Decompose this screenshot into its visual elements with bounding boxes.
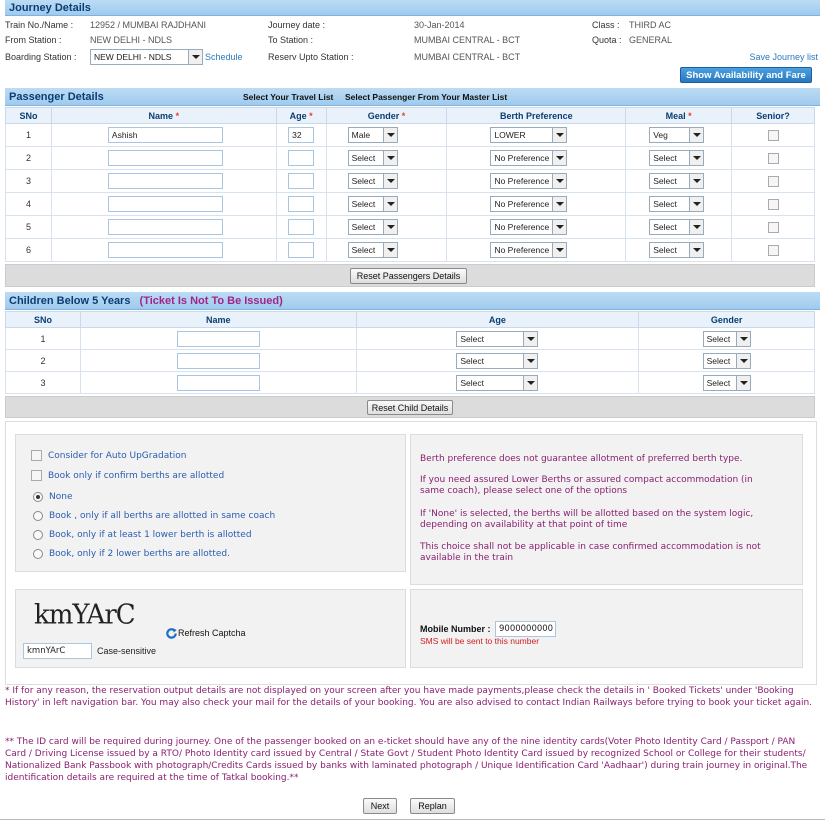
senior-checkbox[interactable] (768, 245, 779, 256)
captcha-input[interactable]: kmnYArC (23, 643, 92, 659)
passenger-name-input[interactable] (108, 219, 223, 235)
chevron-down-icon (383, 128, 397, 142)
passenger-gender-select[interactable] (348, 127, 398, 143)
bottom-divider (0, 819, 825, 820)
journey-details-header: Journey Details (5, 0, 820, 16)
passenger-age-input[interactable] (288, 242, 314, 258)
col-child-sno: SNo (6, 312, 81, 328)
sms-note: SMS will be sent to this number (420, 636, 540, 646)
chevron-down-icon (736, 376, 750, 390)
chevron-down-icon (552, 197, 566, 211)
child-gender-select[interactable] (703, 331, 751, 347)
passenger-meal-value: Select (653, 199, 677, 209)
passenger-gender-select[interactable] (348, 219, 398, 235)
passenger-age-input[interactable] (288, 219, 314, 235)
passenger-age-input[interactable] (288, 196, 314, 212)
child-age-select[interactable] (456, 331, 538, 347)
passenger-details-title: Passenger Details (9, 91, 104, 103)
passenger-gender-value: Select (351, 199, 376, 209)
passenger-berth-value: No Preference (494, 245, 550, 255)
passenger-sno: 1 (6, 124, 52, 147)
quota-label: Quota : (592, 35, 622, 45)
journey-row-2 (5, 32, 820, 48)
child-age-select[interactable] (456, 353, 538, 369)
chevron-down-icon (689, 197, 703, 211)
class-value: THIRD AC (629, 20, 672, 30)
child-row (6, 350, 815, 372)
passenger-name-input[interactable] (108, 150, 223, 166)
radio-option-none[interactable] (33, 491, 72, 503)
journey-date-label: Journey date : (268, 20, 326, 30)
passenger-meal-value: Select (653, 153, 677, 163)
senior-checkbox[interactable] (768, 176, 779, 187)
passenger-sno: 3 (6, 170, 52, 193)
passenger-berth-select[interactable] (490, 127, 567, 143)
passenger-meal-value: Select (653, 245, 677, 255)
col-child-gender: Gender (639, 312, 815, 328)
chevron-down-icon (383, 197, 397, 211)
chevron-down-icon (383, 174, 397, 188)
passenger-gender-select[interactable] (348, 196, 398, 212)
child-gender-select[interactable] (703, 375, 751, 391)
chevron-down-icon (552, 243, 566, 257)
footer-note-id-card: ** The ID card will be required during journey. One of the passenger booked on an e-ticket should have any of the nine identity cards(Voter Photo Identity Card / Passport / PAN Card / Driving License issued by a RTO/ Photo Identity card issued by Central / State Govt / Student Photo Identity Card issued by recognized School or College for their students/ Nationalized Bank Passbook with photograph/Credits Cards issued by banks with laminated photograph / Unique Identification Card 'Aadhaar') during train journey in original.The identification details are required at the time of Tatkal booking.** (5, 737, 808, 783)
col-child-name: Name (80, 312, 356, 328)
radio-one-lower[interactable] (33, 530, 43, 540)
chevron-down-icon (383, 243, 397, 257)
child-row (6, 328, 815, 350)
passenger-gender-value: Select (351, 153, 376, 163)
journey-row-1 (5, 17, 820, 33)
passenger-meal-select[interactable] (649, 127, 704, 143)
passenger-berth-value: No Preference (494, 199, 550, 209)
auto-upgrade-checkbox[interactable] (31, 450, 42, 461)
col-sno: SNo (6, 108, 52, 124)
radio-none-label: None (49, 492, 73, 502)
passenger-berth-value: No Preference (494, 222, 550, 232)
children-note: (Ticket Is Not To Be Issued) (139, 295, 283, 307)
chevron-down-icon (689, 243, 703, 257)
child-sno: 2 (6, 350, 81, 372)
senior-checkbox[interactable] (768, 153, 779, 164)
children-table (5, 311, 815, 394)
senior-checkbox[interactable] (768, 222, 779, 233)
passenger-sno: 6 (6, 239, 52, 262)
berth-note-1: Berth preference does not guarantee allotment of preferred berth type. (420, 454, 743, 464)
chevron-down-icon (689, 220, 703, 234)
passenger-row (6, 170, 815, 193)
col-meal: Meal * (626, 108, 732, 124)
passenger-berth-value: LOWER (494, 130, 526, 140)
radio-one-lower-label: Book, only if at least 1 lower berth is allotted (49, 530, 252, 540)
passenger-row (6, 193, 815, 216)
train-label: Train No./Name : (5, 20, 74, 30)
berth-note-4: This choice shall not be applicable in case confirmed accommodation is not available in the train (420, 542, 761, 563)
senior-checkbox[interactable] (768, 199, 779, 210)
class-label: Class : (592, 20, 620, 30)
child-age-select[interactable] (456, 375, 538, 391)
passenger-gender-value: Male (351, 130, 371, 140)
passenger-meal-value: Veg (653, 130, 668, 140)
refresh-captcha-label: Refresh Captcha (178, 627, 246, 638)
col-berth: Berth Preference (447, 108, 626, 124)
children-title: Children Below 5 Years (9, 295, 131, 307)
child-age-value: Select (460, 333, 484, 344)
passenger-berth-select[interactable] (490, 242, 567, 258)
passenger-gender-select[interactable] (348, 150, 398, 166)
passenger-age-input[interactable]: 32 (288, 127, 314, 143)
col-gender: Gender * (326, 108, 447, 124)
auto-upgrade-option[interactable] (31, 450, 186, 462)
child-age-value: Select (460, 355, 484, 366)
berth-note-2: If you need assured Lower Berths or assured compact accommodation (in same coach), please select one of the options (420, 475, 753, 496)
chevron-down-icon (689, 151, 703, 165)
passenger-berth-select[interactable] (490, 196, 567, 212)
chevron-down-icon (523, 354, 537, 368)
captcha-image: kmYArC (34, 599, 135, 631)
mobile-input[interactable]: 9000000000 (495, 621, 556, 637)
passenger-name-input[interactable] (108, 196, 223, 212)
chevron-down-icon (188, 50, 202, 64)
reset-passengers-button[interactable]: Reset Passengers Details (350, 268, 467, 284)
passenger-gender-value: Select (351, 176, 376, 186)
passenger-row (6, 239, 815, 262)
next-button[interactable]: Next (363, 798, 397, 814)
passenger-meal-select[interactable] (649, 196, 704, 212)
child-name-input[interactable] (177, 353, 260, 369)
mobile-label: Mobile Number : (420, 624, 491, 634)
footer-note-payment: * If for any reason, the reservation output details are not displayed on your screen after you have made payments,please check the details in ' Booked Tickets' under 'Booking History' in left navigation bar. You may also check your mail for the details of your booking. You are also advised to contact Indian Railways before trying to book your ticket again. (5, 686, 813, 708)
passenger-meal-select[interactable] (649, 219, 704, 235)
chevron-down-icon (523, 332, 537, 346)
radio-none[interactable] (33, 492, 43, 502)
passenger-gender-value: Select (351, 222, 376, 232)
passenger-gender-value: Select (351, 245, 376, 255)
passenger-table-header (6, 108, 815, 124)
radio-option-two-lower[interactable] (33, 548, 230, 560)
to-station-label: To Station : (268, 35, 314, 45)
schedule-link[interactable]: Schedule (205, 52, 243, 62)
journey-row-3 (5, 48, 820, 66)
passenger-sno: 2 (6, 147, 52, 170)
from-station-label: From Station : (5, 35, 62, 45)
passenger-sno: 4 (6, 193, 52, 216)
passenger-meal-select[interactable] (649, 242, 704, 258)
passenger-gender-select[interactable] (348, 173, 398, 189)
passenger-berth-value: No Preference (494, 176, 550, 186)
chevron-down-icon (383, 151, 397, 165)
col-child-age: Age (356, 312, 639, 328)
child-name-input[interactable] (177, 375, 260, 391)
chevron-down-icon (736, 354, 750, 368)
passenger-berth-select[interactable] (490, 173, 567, 189)
passenger-row (6, 216, 815, 239)
berth-note-3: If 'None' is selected, the berths will be allotted based on the system logic, depending on availability at that point of time (420, 509, 754, 530)
passenger-row (6, 147, 815, 170)
child-sno: 3 (6, 372, 81, 394)
from-station-value: NEW DELHI - NDLS (90, 35, 173, 45)
chevron-down-icon (383, 220, 397, 234)
passenger-meal-select[interactable] (649, 173, 704, 189)
confirm-only-checkbox[interactable] (31, 470, 42, 481)
passenger-meal-value: Select (653, 176, 677, 186)
radio-option-one-lower[interactable] (33, 529, 252, 541)
passenger-berth-select[interactable] (490, 219, 567, 235)
children-header (5, 292, 820, 310)
chevron-down-icon (736, 332, 750, 346)
boarding-station-select[interactable] (90, 49, 203, 65)
passenger-meal-select[interactable] (649, 150, 704, 166)
confirm-only-label: Book only if confirm berths are allotted (48, 471, 225, 481)
refresh-captcha-link[interactable] (165, 627, 246, 640)
passenger-details-header (5, 88, 820, 106)
reserv-upto-value: MUMBAI CENTRAL - BCT (414, 52, 521, 62)
passenger-name-input[interactable] (108, 242, 223, 258)
chevron-down-icon (689, 128, 703, 142)
radio-same-coach-label: Book , only if all berths are allotted in same coach (49, 511, 276, 521)
reset-child-button[interactable]: Reset Child Details (367, 400, 453, 415)
child-gender-value: Select (706, 355, 731, 366)
radio-option-same-coach[interactable] (33, 510, 275, 522)
reserv-upto-label: Reserv Upto Station : (268, 52, 354, 62)
child-row (6, 372, 815, 394)
travel-list-link[interactable]: Select Your Travel List (243, 92, 334, 102)
radio-two-lower[interactable] (33, 549, 43, 559)
passenger-name-input[interactable]: Ashish (108, 127, 223, 143)
col-age: Age * (276, 108, 326, 124)
confirm-only-option[interactable] (31, 470, 224, 482)
train-value: 12952 / MUMBAI RAJDHANI (90, 20, 207, 30)
passenger-sno: 5 (6, 216, 52, 239)
show-availability-button[interactable]: Show Availability and Fare (680, 67, 812, 83)
child-name-input[interactable] (177, 331, 260, 347)
passenger-name-input[interactable] (108, 173, 223, 189)
child-gender-value: Select (706, 333, 731, 344)
child-sno: 1 (6, 328, 81, 350)
replan-button[interactable]: Replan (410, 798, 455, 814)
passenger-age-input[interactable] (288, 173, 314, 189)
chevron-down-icon (523, 376, 537, 390)
passenger-row (6, 124, 815, 147)
passenger-age-input[interactable] (288, 150, 314, 166)
quota-value: GENERAL (629, 35, 673, 45)
passenger-table (5, 107, 815, 262)
chevron-down-icon (552, 151, 566, 165)
case-sensitive-note: Case-sensitive (97, 646, 157, 656)
chevron-down-icon (552, 128, 566, 142)
chevron-down-icon (552, 174, 566, 188)
to-station-value: MUMBAI CENTRAL - BCT (414, 35, 521, 45)
child-gender-value: Select (706, 377, 731, 388)
auto-upgrade-label: Consider for Auto UpGradation (48, 451, 187, 461)
passenger-berth-value: No Preference (494, 153, 550, 163)
master-list-link[interactable]: Select Passenger From Your Master List (345, 92, 508, 102)
radio-two-lower-label: Book, only if 2 lower berths are allotted. (49, 549, 230, 559)
passenger-berth-select[interactable] (490, 150, 567, 166)
passenger-meal-value: Select (653, 222, 677, 232)
save-journey-list-link[interactable]: Save Journey list (749, 52, 818, 62)
passenger-gender-select[interactable] (348, 242, 398, 258)
boarding-station-value: NEW DELHI - NDLS (94, 52, 172, 62)
chevron-down-icon (552, 220, 566, 234)
chevron-down-icon (689, 174, 703, 188)
col-senior: Senior? (732, 108, 815, 124)
child-age-value: Select (460, 377, 484, 388)
boarding-station-label: Boarding Station : (5, 52, 77, 62)
col-name: Name * (51, 108, 276, 124)
children-table-header (6, 312, 815, 328)
refresh-icon (165, 627, 178, 640)
child-gender-select[interactable] (703, 353, 751, 369)
senior-checkbox[interactable] (768, 130, 779, 141)
radio-same-coach[interactable] (33, 511, 43, 521)
journey-date-value: 30-Jan-2014 (414, 20, 465, 30)
